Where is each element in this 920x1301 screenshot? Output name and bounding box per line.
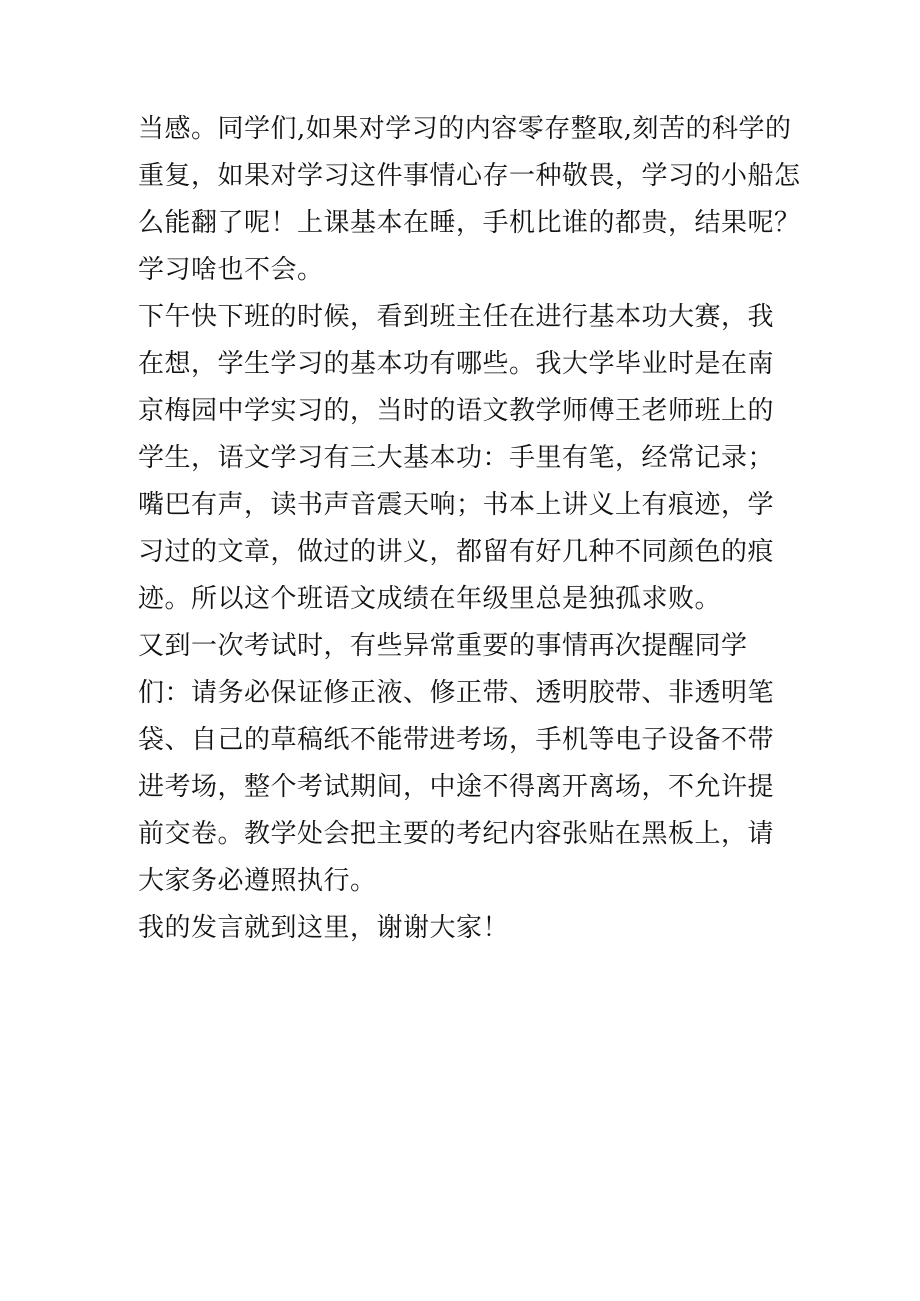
paragraph-3	[138, 623, 818, 905]
text-line: 当感。同学们,如果对学习的内容零存整取,刻苦的科学的	[138, 114, 792, 144]
text-line: 学生，语文学习有三大基本功：手里有笔，经常记录；	[138, 443, 775, 473]
paragraph-2	[138, 294, 818, 623]
text-line: 习过的文章，做过的讲义，都留有好几种不同颜色的痕	[138, 537, 775, 567]
text-line: 迹。所以这个班语文成绩在年级里总是独孤求败。	[138, 584, 722, 614]
text-line: 又到一次考试时，有些异常重要的事情再次提醒同学	[138, 631, 748, 661]
text-line: 下午快下班的时候，看到班主任在进行基本功大赛，我	[138, 302, 775, 332]
text-line: 们：请务必保证修正液、修正带、透明胶带、非透明笔	[138, 678, 775, 708]
text-line: 前交卷。教学处会把主要的考纪内容张贴在黑板上，请	[138, 819, 775, 849]
text-line: 进考场，整个考试期间，中途不得离开离场，不允许提	[138, 772, 775, 802]
text-line: 京梅园中学实习的，当时的语文教学师傅王老师班上的	[138, 396, 775, 426]
text-line: 大家务必遵照执行。	[138, 866, 377, 896]
document-body	[138, 106, 818, 952]
text-line: 袋、自己的草稿纸不能带进考场，手机等电子设备不带	[138, 725, 775, 755]
text-line: 么能翻了呢！上课基本在睡，手机比谁的都贵，结果呢？	[138, 208, 801, 238]
paragraph-4	[138, 905, 818, 952]
text-line: 重复，如果对学习这件事情心存一种敬畏，学习的小船怎	[138, 161, 801, 191]
text-line: 我的发言就到这里，谢谢大家！	[138, 913, 510, 943]
paragraph-1	[138, 106, 818, 294]
text-line: 在想，学生学习的基本功有哪些。我大学毕业时是在南	[138, 349, 775, 379]
text-line: 嘴巴有声，读书声音震天响；书本上讲义上有痕迹，学	[138, 490, 775, 520]
text-line: 学习啥也不会。	[138, 255, 324, 285]
